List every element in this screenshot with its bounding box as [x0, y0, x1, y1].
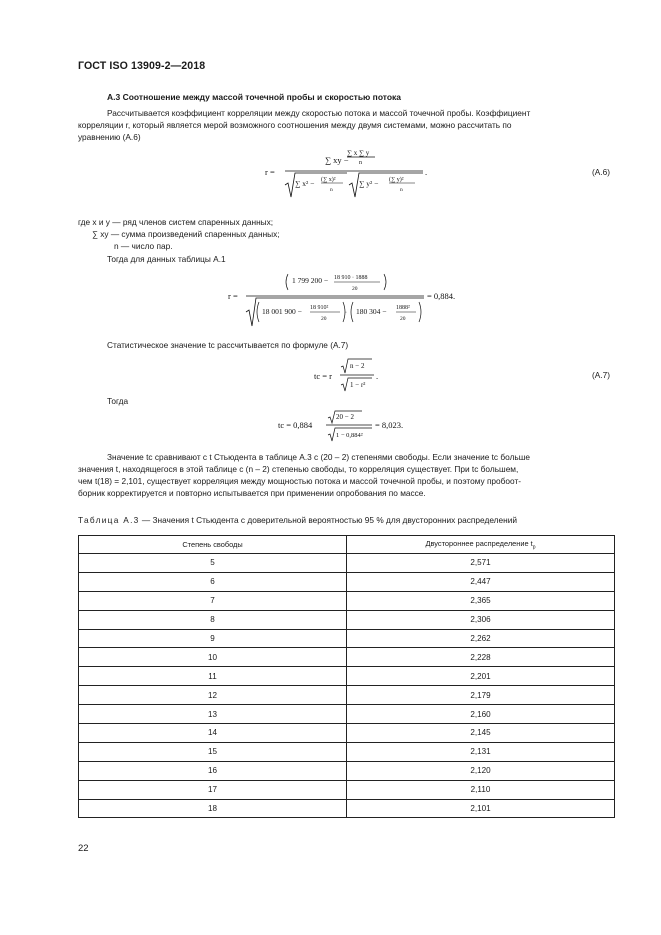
table-row: [79, 686, 615, 705]
calc-r-den-right: 180 304 −: [356, 307, 387, 316]
table-row: [79, 591, 615, 610]
table-row: [79, 742, 615, 761]
eq-a6-den-left-frac: (∑ x)²: [321, 177, 336, 183]
degrees-of-freedom-cell: 8: [79, 610, 347, 629]
degrees-of-freedom-cell: 11: [79, 667, 347, 686]
degrees-of-freedom-cell: 7: [79, 591, 347, 610]
stat-value-text: Статистическое значение tc рассчитывается по формуле (А.7): [107, 340, 349, 350]
degrees-of-freedom-cell: 18: [79, 799, 347, 818]
t-value-cell: 2,201: [347, 667, 615, 686]
eq-a6-lhs: r =: [265, 167, 275, 177]
eq-a6-den-left: ∑ x² −: [295, 179, 315, 188]
table-caption-text: — Значения t Стьюдента с доверительной вероятностью 95 % для двусторонних распределений: [141, 515, 517, 525]
t-value-cell: 2,262: [347, 629, 615, 648]
section-title: А.3 Соотношение между массой точечной пробы и скоростью потока: [107, 92, 402, 102]
table-caption: [78, 514, 517, 526]
table-caption-prefix: Таблица А.3: [78, 515, 140, 525]
table-row: [79, 667, 615, 686]
calc-r-den-right-frac: 1888²: [396, 305, 410, 311]
where-line-2: ∑ xy — сумма произведений спаренных данных;: [92, 229, 280, 239]
degrees-of-freedom-cell: 6: [79, 572, 347, 591]
t-value-cell: 2,101: [347, 799, 615, 818]
eq-a7-lhs: tc = r: [314, 371, 333, 381]
t-value-cell: 2,571: [347, 554, 615, 573]
document-code: ГОСТ ISO 13909-2—2018: [78, 60, 206, 72]
t-value-cell: 2,160: [347, 705, 615, 724]
header-two-sided: Двустороннее распределение $t_p$: [347, 536, 615, 554]
table-row: [79, 705, 615, 724]
eq-a7-tail: .: [376, 371, 379, 381]
calc-r-dot: ·: [345, 310, 347, 316]
equation-a6-number: (А.6): [592, 167, 610, 177]
table-row: [79, 761, 615, 780]
degrees-of-freedom-cell: 15: [79, 742, 347, 761]
eq-a6-den-right: ∑ y² −: [359, 179, 379, 188]
calc-r-result: = 0,884.: [427, 291, 456, 301]
table-row: [79, 554, 615, 573]
calc-r-twenty-2: 20: [321, 316, 327, 322]
t-value-cell: 2,365: [347, 591, 615, 610]
degrees-of-freedom-cell: 10: [79, 648, 347, 667]
t-value-cell: 2,179: [347, 686, 615, 705]
eq-a6-num-frac: ∑ x ∑ y: [347, 149, 370, 157]
t-value-cell: 2,110: [347, 780, 615, 799]
eq-a7-num: n − 2: [350, 362, 365, 370]
compare-line-3: чем t(18) = 2,101, существует корреляция между мощностью потока и массой точечной пробы, и поэтому пробоот-: [78, 476, 522, 486]
t-value-cell: 2,145: [347, 724, 615, 743]
calc-r-twenty-3: 20: [400, 316, 406, 322]
calc-r-num-frac: 18 910 · 1888: [334, 275, 368, 281]
equation-calc-r: [222, 266, 482, 330]
student-t-table: [78, 535, 615, 818]
degrees-of-freedom-cell: 16: [79, 761, 347, 780]
eq-a7-den: 1 − r²: [350, 381, 366, 389]
t-value-cell: 2,306: [347, 610, 615, 629]
equation-calc-tc: [272, 408, 422, 444]
calc-r-den-left: 18 001 900 −: [262, 307, 302, 316]
degrees-of-freedom-cell: 14: [79, 724, 347, 743]
calc-tc-result: = 8,023.: [375, 420, 404, 430]
t-value-cell: 2,120: [347, 761, 615, 780]
t-value-cell: 2,447: [347, 572, 615, 591]
eq-a6-num: ∑ xy −: [325, 155, 349, 165]
eq-a6-n1: n: [359, 160, 362, 166]
header-degrees: Степень свободы: [79, 536, 347, 554]
degrees-of-freedom-cell: 12: [79, 686, 347, 705]
intro-line-1: Рассчитывается коэффициент корреляции между скоростью потока и массой точечной пробы. Коэффициент: [107, 108, 531, 118]
eq-a6-den-right-frac: (∑ y)²: [389, 177, 404, 183]
calc-r-twenty-1: 20: [352, 286, 358, 292]
table-row: [79, 572, 615, 591]
calc-tc-den: 1 − 0,884²: [336, 432, 363, 439]
calc-r-lhs: r =: [228, 291, 238, 301]
intro-line-2: корреляции r, который является мерой возможного соотношения между двумя системами, можно рассчитать по: [78, 120, 512, 130]
compare-line-4: борник корректируется и повторно испытывается при применении опробования по массе.: [78, 488, 426, 498]
table-row: [79, 799, 615, 818]
degrees-of-freedom-cell: 13: [79, 705, 347, 724]
eq-a6-n3: n: [400, 187, 403, 193]
t-value-cell: 2,228: [347, 648, 615, 667]
eq-a6-n2: n: [330, 187, 333, 193]
then-text: Тогда: [107, 396, 129, 406]
degrees-of-freedom-cell: 5: [79, 554, 347, 573]
degrees-of-freedom-cell: 17: [79, 780, 347, 799]
then-table-text: Тогда для данных таблицы А.1: [107, 254, 226, 264]
where-line-3: n — число пар.: [114, 241, 173, 251]
compare-line-1: Значение tc сравнивают с t Стьюдента в таблице А.3 с (20 – 2) степенями свободы. Если значение tc больше: [107, 452, 531, 462]
t-value-cell: 2,131: [347, 742, 615, 761]
degrees-of-freedom-cell: 9: [79, 629, 347, 648]
calc-tc-num: 20 − 2: [336, 413, 354, 421]
table-row: [79, 610, 615, 629]
page-number: 22: [78, 843, 89, 854]
table-row: [79, 780, 615, 799]
table-row: [79, 724, 615, 743]
equation-a6: [255, 145, 455, 207]
intro-line-3: уравнению (А.6): [78, 132, 141, 142]
equation-a7: [310, 355, 400, 395]
table-row: [79, 629, 615, 648]
calc-tc-lhs: tc = 0,884: [278, 420, 313, 430]
compare-line-2: значения t, находящегося в этой таблице с (n – 2) степенью свободы, то корреляция существует. При tc большем,: [78, 464, 519, 474]
table-header-row: [79, 536, 615, 554]
table-row: [79, 648, 615, 667]
eq-a6-tail: .: [425, 167, 428, 177]
calc-r-den-left-frac: 18 910²: [310, 305, 329, 311]
calc-r-num: 1 799 200 −: [292, 276, 329, 285]
where-line-1: где x и y — ряд членов систем спаренных данных;: [78, 217, 274, 227]
equation-a7-number: (А.7): [592, 370, 610, 380]
